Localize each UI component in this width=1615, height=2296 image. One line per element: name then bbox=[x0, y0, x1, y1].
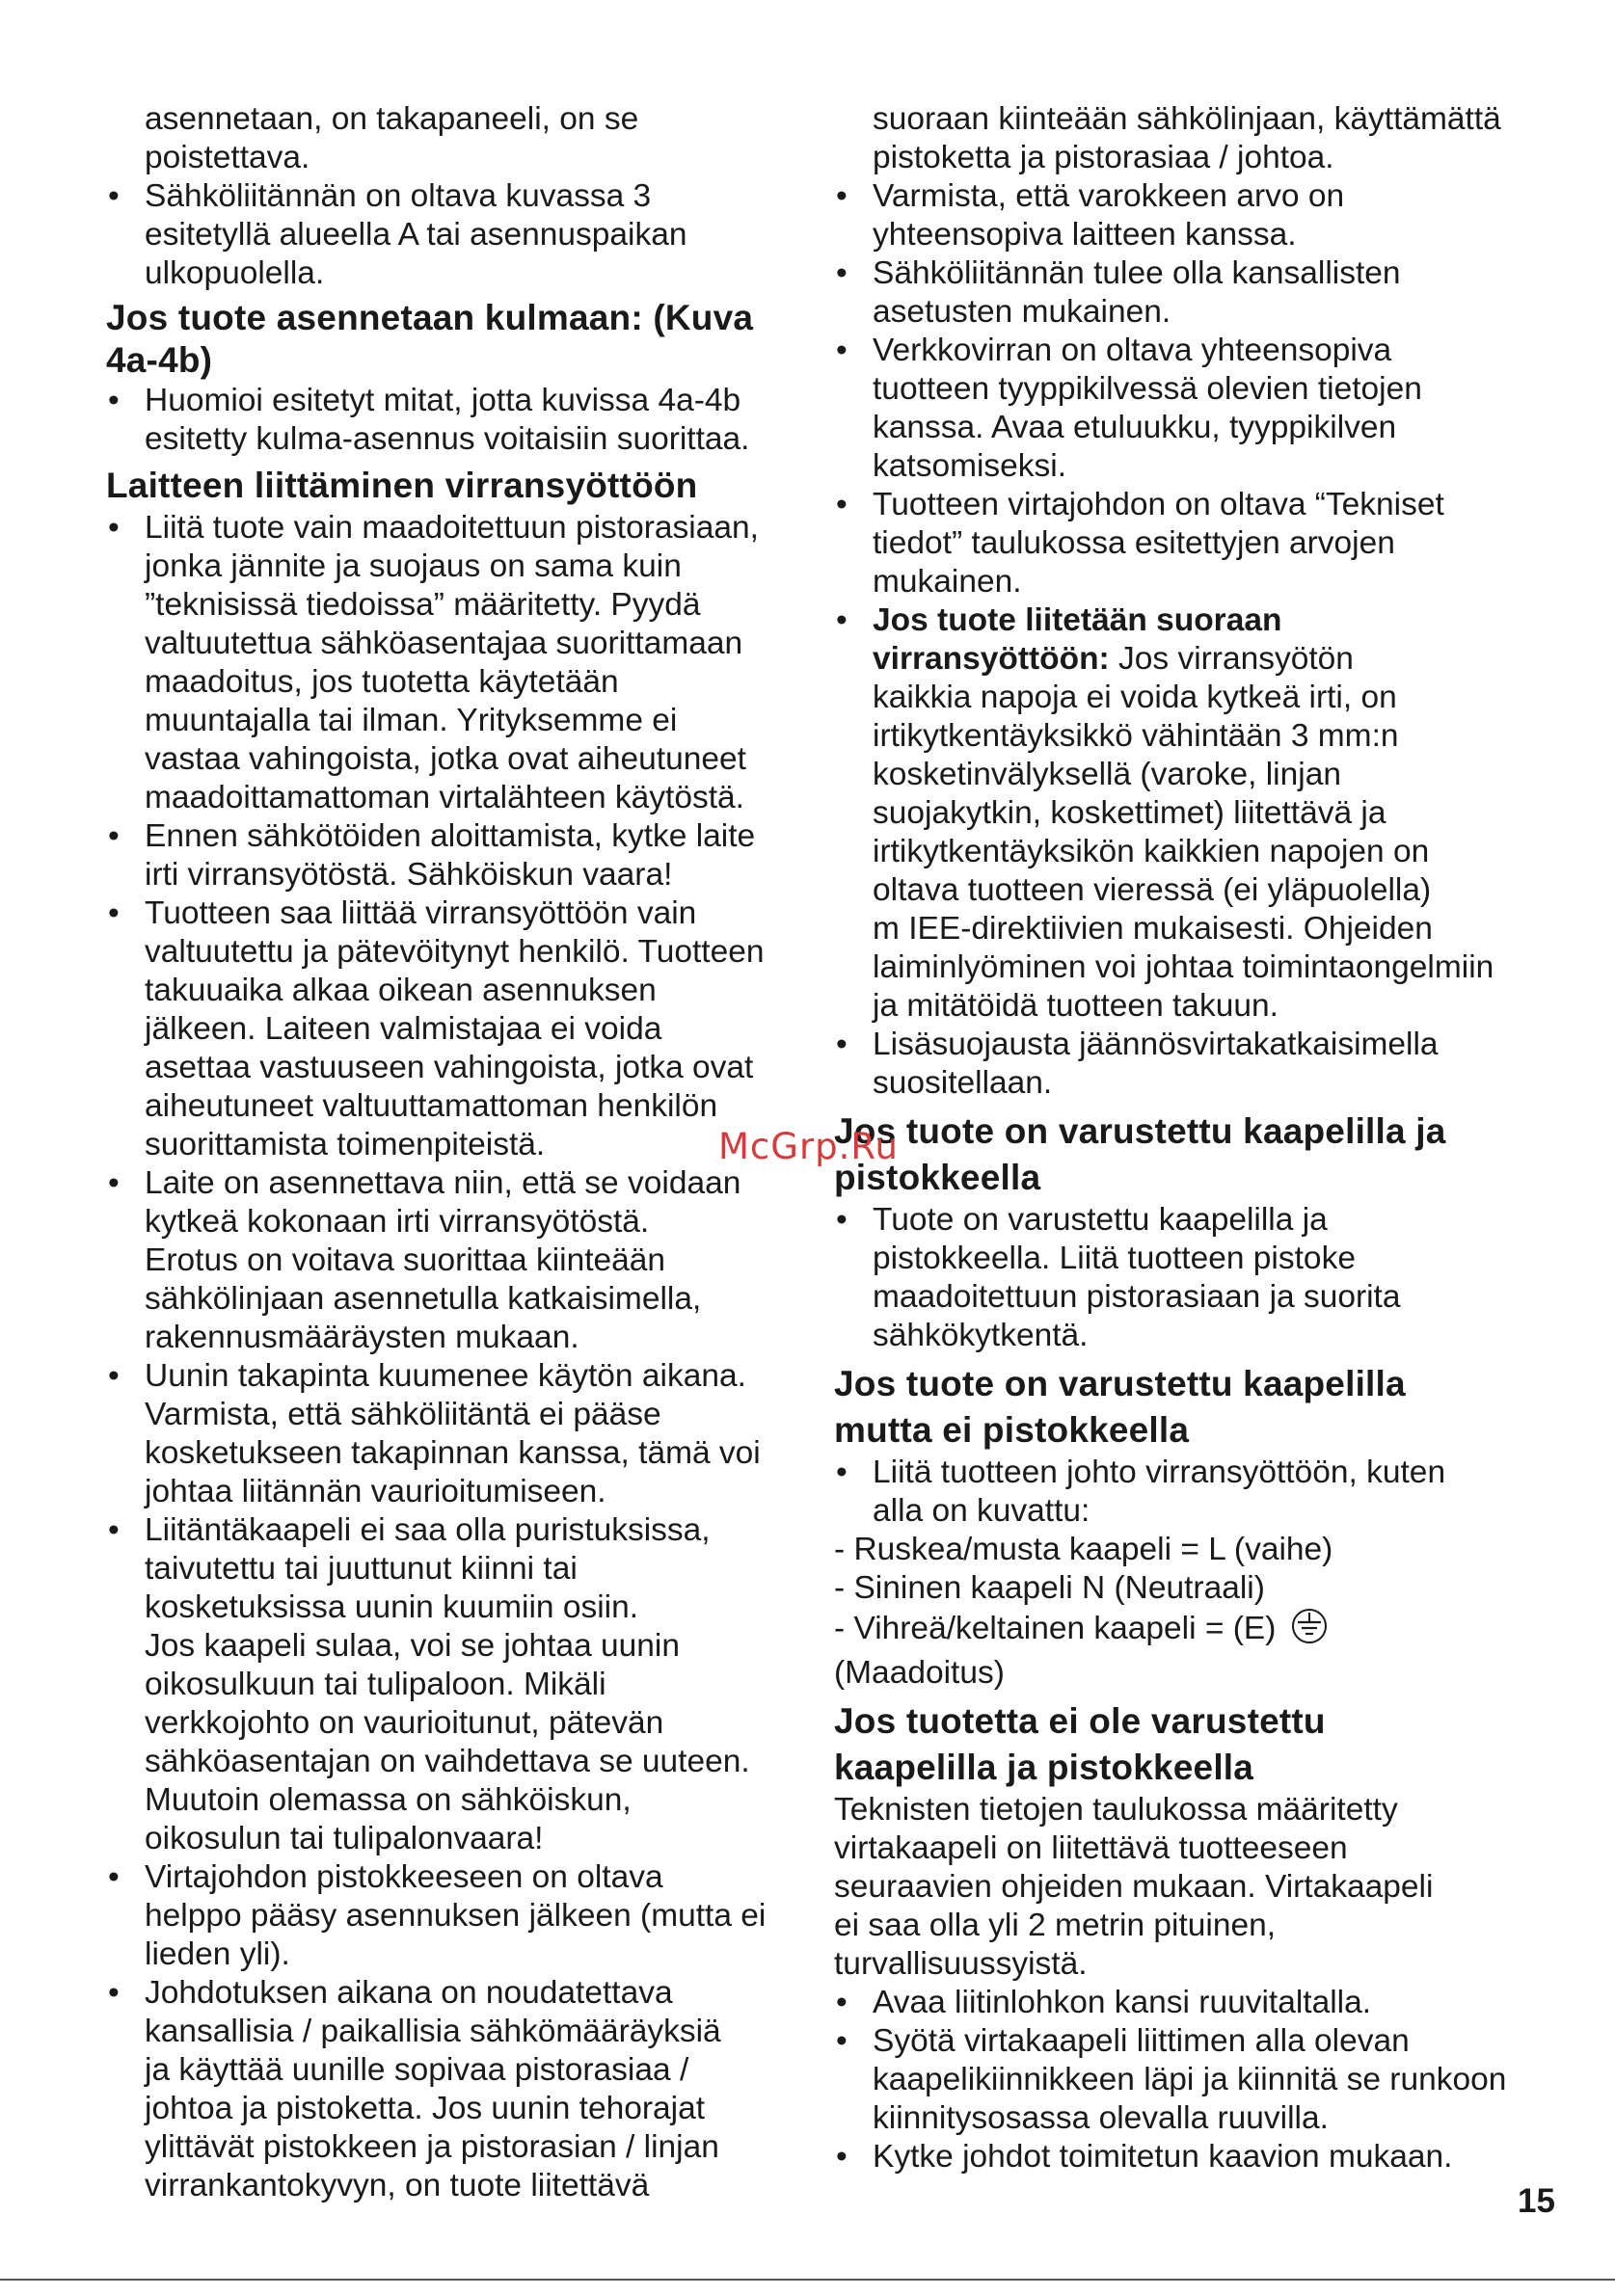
bullet-wiring-regulations: • Johdotuksen aikana on noudatettava kansallisia / paikallisia sähkömääräyksiä ja käyttää uunille sopivaa pistorasiaa / johtoa ja pistoketta. Jos uunin tehorajat ylittävät pistokkeen ja pistorasian / linjan virrankantokyvyn, on tuote liitettävä bbox=[106, 1974, 781, 2205]
step-feed-cable: • Syötä virtakaapeli liittimen alla olevan kaapelikiinnikkeen läpi ja kiinnitä se runkoon kiinnitysosassa olevalla ruuvilla. bbox=[834, 2022, 1528, 2138]
bullet-area: • Sähköliitännän on oltava kuvassa 3 esitetyllä alueella A tai asennuspaikan ulkopuolella. bbox=[106, 177, 781, 293]
step-open-cover: • Avaa liitinlohkon kansi ruuvitaltalla. bbox=[834, 1984, 1528, 2022]
heading-no-cable: Jos tuotetta ei ole varustettu kaapelilla ja pistokkeella bbox=[834, 1701, 1326, 1787]
bullet-fuse: • Varmista, että varokkeen arvo on yhteensopiva laitteen kanssa. bbox=[834, 177, 1528, 254]
page-number: 15 bbox=[1518, 2182, 1555, 2220]
bullet-national-rules: • Sähköliitännän tulee olla kansallisten asetusten mukainen. bbox=[834, 254, 1528, 332]
bullet-cable-no-plug: • Liitä tuotteen johto virransyöttöön, kuten alla on kuvattu: bbox=[834, 1454, 1528, 1531]
bullet-isolation: • Laite on asennettava niin, että se voidaan kytkeä kokonaan irti virransyötöstä. Erotus on voitava suorittaa kiinteään sähkölinjaan asennetulla katkaisimella, rakennusmääräysten mukaan. bbox=[106, 1164, 781, 1357]
bullet-direct-connection: • Jos tuote liitetään suoraan virransyöttöön: Jos virransyötön kaikkia napoja ei voida kytkeä irti, on irtikytkentäyksikkö vähintään 3 mm:n kosketinvälyksellä (varoke, linjan suojakytkin, koskettimet) liitettävä ja irtikytkentäyksikön kaikkien napojen on oltava tuotteen vieressä (ei yläpuolella) m IEE-direktiivien mukaisesti. Ohjeiden laiminlyöminen voi johtaa toimintaongelmiin ja mitätöidä tuotteen takuun. bbox=[834, 601, 1528, 1026]
wire-green-yellow: - Vihreä/keltainen kaapeli = (E) bbox=[834, 1608, 1528, 1654]
bullet-qualified-person: • Tuotteen saa liittää virransyöttöön vain valtuutettu ja pätevöitynyt henkilö. Tuotteen takuuaika alkaa oikean asennuksen jälkeen. Laiteen valmistajaa ei voida asettaa vastuuseen vahingoista, jotka ovat aiheutuneet valtuuttamattoman henkilön suorittamista toimenpiteistä. bbox=[106, 894, 781, 1164]
continuation-line: pistoketta ja pistorasiaa / johtoa. bbox=[873, 140, 1334, 175]
heading-power-connection: Laitteen liittäminen virransyöttöön bbox=[106, 466, 698, 505]
intro-line: poistettava. bbox=[145, 140, 310, 175]
wire-brown: - Ruskea/musta kaapeli = L (vaihe) bbox=[834, 1532, 1333, 1567]
bullet-earthed-socket: • Liitä tuote vain maadoitettuun pistorasiaan, jonka jännite ja suojaus on sama kuin ”teknisissä tiedoissa” määritetty. Pyydä valtuutettua sähköasentajaa suorittamaan maadoitus, jos tuotetta käytetään muuntajalla tai ilman. Yrityksemme ei vastaa vahingoista, jotka ovat aiheutuneet maadoittamattoman virtalähteen käytöstä. bbox=[106, 509, 781, 817]
wire-earth-label: (Maadoitus) bbox=[834, 1655, 1005, 1691]
bullet-disconnect: • Ennen sähkötöiden aloittamista, kytke laite irti virransyötöstä. Sähköiskun vaara! bbox=[106, 817, 781, 894]
bottom-divider bbox=[0, 2279, 1615, 2281]
right-column bbox=[834, 100, 1528, 2176]
continuation-line: suoraan kiinteään sähkölinjaan, käyttämättä bbox=[873, 101, 1501, 137]
bullet-cable-safety: • Liitäntäkaapeli ei saa olla puristuksissa, taivutettu tai juuttunut kiinni tai kosketuksissa uunin kuumiin osiin. Jos kaapeli sulaa, voi se johtaa uunin oikosulkuun tai tulipaloon. Mikäli verkkojohto on vaurioitunut, pätevän sähköasentajan on vaihdettava se uuteen. Muutoin olemassa on sähköiskun, oikosulun tai tulipalonvaara! bbox=[106, 1511, 781, 1858]
watermark: McGrp.Ru bbox=[718, 1126, 899, 1167]
bullet-rcd: • Lisäsuojausta jäännösvirtakatkaisimella suositellaan. bbox=[834, 1026, 1528, 1103]
paragraph-no-cable: Teknisten tietojen taulukossa määritetty virtakaapeli on liitettävä tuotteeseen seuraavien ohjeiden mukaan. Virtakaapeli ei saa olla yli 2 metrin pituinen, turvallisuussyistä. bbox=[834, 1792, 1434, 1982]
wire-blue: - Sininen kaapeli N (Neutraali) bbox=[834, 1570, 1265, 1606]
heading-cable-and-plug: Jos tuote on varustettu kaapelilla ja pistokkeella bbox=[834, 1111, 1446, 1197]
left-column bbox=[106, 100, 781, 2205]
heading-corner-install: Jos tuote asennetaan kulmaan: (Kuva 4a-4b) bbox=[106, 298, 754, 380]
intro-line: asennetaan, on takapaneeli, on se bbox=[145, 101, 639, 137]
bullet-power-cord: • Tuotteen virtajohdon on oltava “Tekniset tiedot” taulukossa esitettyjen arvojen mukainen. bbox=[834, 486, 1528, 601]
bullet-cable-and-plug: • Tuote on varustettu kaapelilla ja pistokkeella. Liitä tuotteen pistoke maadoitettuun pistorasiaan ja suorita sähkökytkentä. bbox=[834, 1201, 1528, 1355]
step-connect-wires: • Kytke johdot toimitetun kaavion mukaan. bbox=[834, 2138, 1528, 2176]
earth-ground-icon bbox=[1285, 1608, 1333, 1654]
bullet-rating-plate: • Verkkovirran on oltava yhteensopiva tuotteen tyyppikilvessä olevien tietojen kanssa. Avaa etuluukku, tyyppikilven katsomiseksi. bbox=[834, 332, 1528, 486]
bullet-back-panel-hot: • Uunin takapinta kuumenee käytön aikana. Varmista, että sähköliitäntä ei pääse kosketukseen takapinnan kanssa, tämä voi johtaa liitännän vaurioitumiseen. bbox=[106, 1357, 781, 1511]
bullet-plug-access: • Virtajohdon pistokkeeseen on oltava helppo pääsy asennuksen jälkeen (mutta ei lieden yli). bbox=[106, 1858, 781, 1974]
bullet-corner: • Huomioi esitetyt mitat, jotta kuvissa 4a-4b esitetty kulma-asennus voitaisiin suorittaa. bbox=[106, 382, 781, 459]
heading-cable-no-plug: Jos tuote on varustettu kaapelilla mutta ei pistokkeella bbox=[834, 1364, 1406, 1450]
